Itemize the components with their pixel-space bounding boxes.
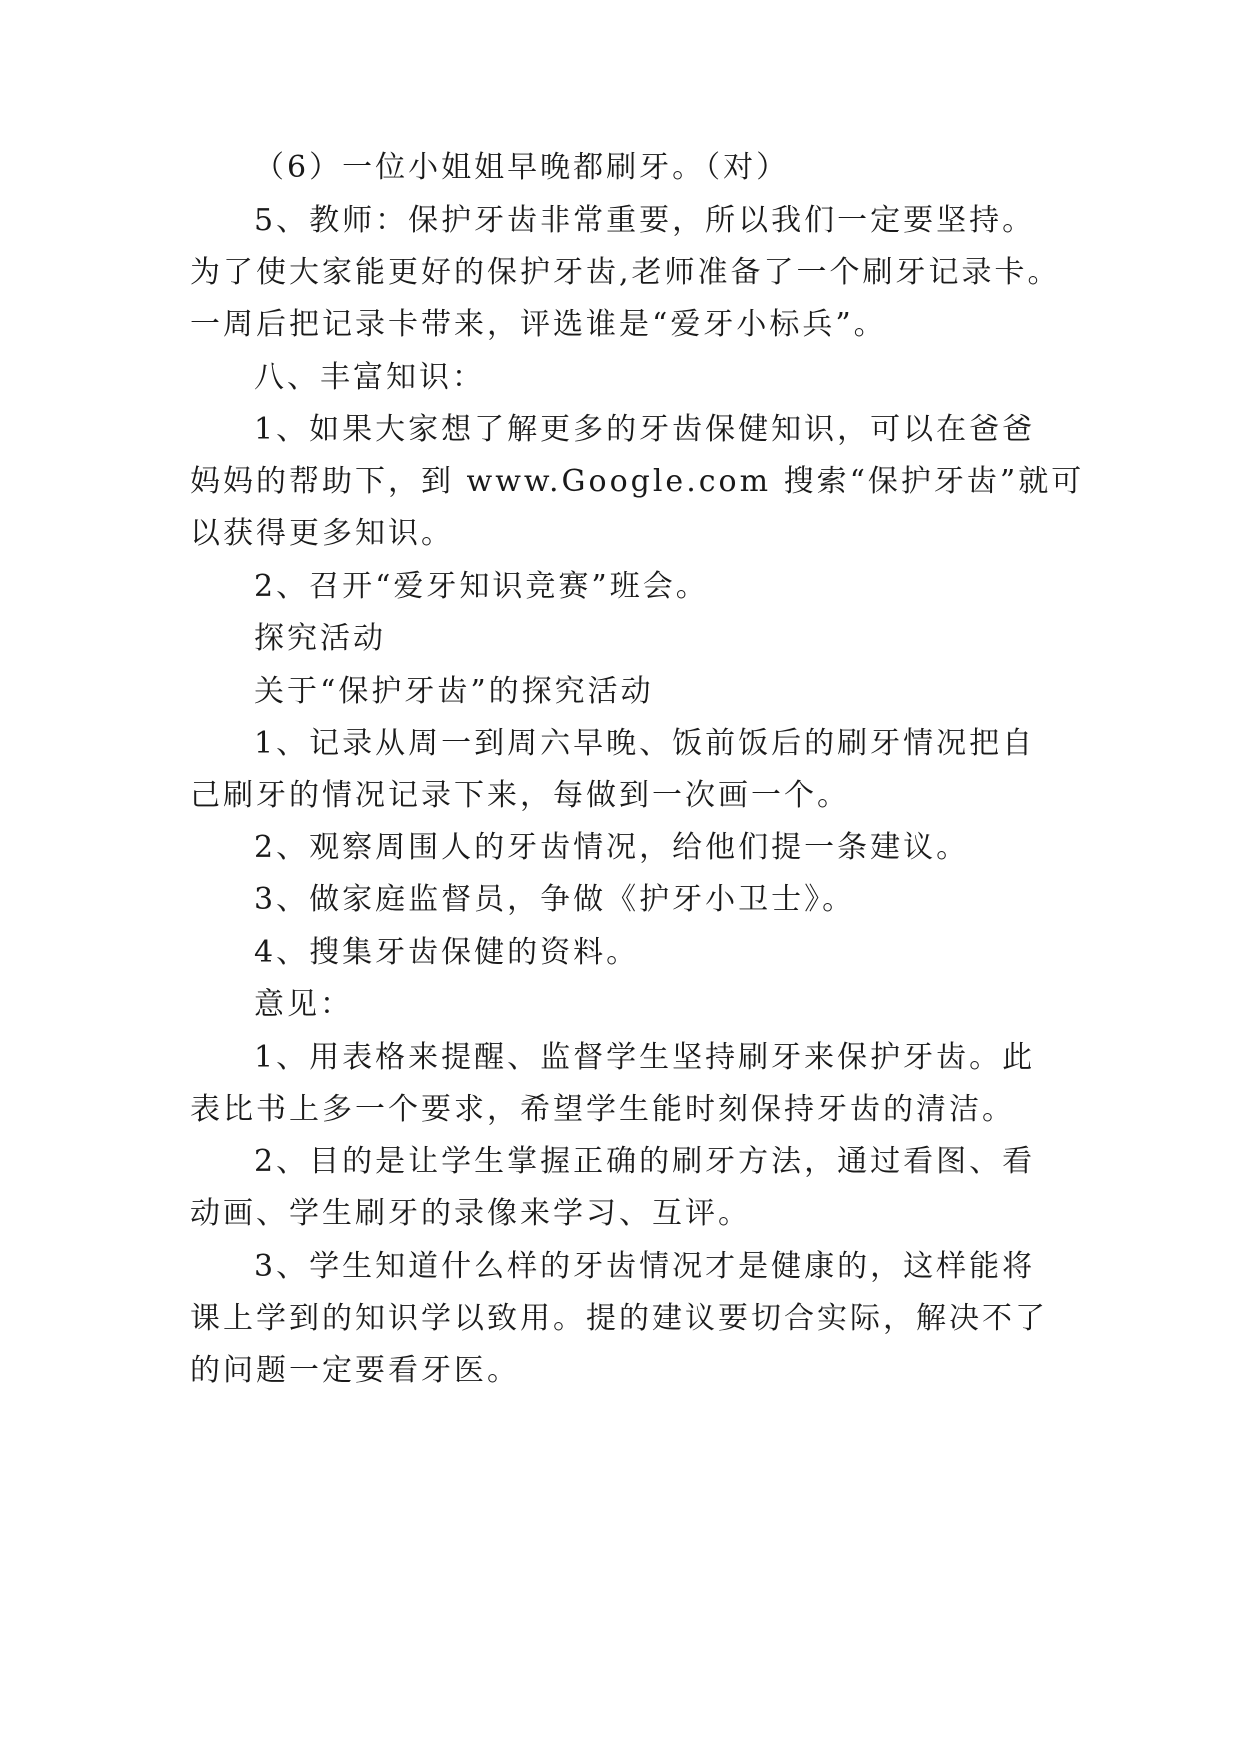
text-line: 为了使大家能更好的保护牙齿,老师准备了一个刷牙记录卡。 bbox=[190, 255, 1061, 290]
text-line: 表比书上多一个要求，希望学生能时刻保持牙齿的清洁。 bbox=[190, 1092, 1015, 1127]
text-line: 3、做家庭监督员，争做《护牙小卫士》。 bbox=[254, 882, 856, 917]
text-line: 2、观察周围人的牙齿情况，给他们提一条建议。 bbox=[254, 830, 970, 865]
section-heading: 意见： bbox=[254, 987, 353, 1022]
text-line: 课上学到的知识学以致用。提的建议要切合实际，解决不了 bbox=[190, 1301, 1048, 1336]
text-line: 4、搜集牙齿保健的资料。 bbox=[254, 935, 640, 970]
text-line: 3、学生知道什么样的牙齿情况才是健康的，这样能将 bbox=[254, 1249, 1036, 1284]
text-line: 关于“保护牙齿”的探究活动 bbox=[254, 674, 654, 709]
text-line: 5、教师：保护牙齿非常重要，所以我们一定要坚持。 bbox=[254, 203, 1036, 238]
text-line: 妈妈的帮助下，到 www.Google.com 搜索“保护牙齿”就可 bbox=[190, 464, 1085, 499]
section-heading: 八、丰富知识： bbox=[254, 360, 485, 395]
text-line: 2、目的是让学生掌握正确的刷牙方法，通过看图、看 bbox=[254, 1144, 1036, 1179]
text-line: 动画、学生刷牙的录像来学习、互评。 bbox=[190, 1196, 751, 1231]
text-line: 1、用表格来提醒、监督学生坚持刷牙来保护牙齿。此 bbox=[254, 1040, 1036, 1075]
text-line: 的问题一定要看牙医。 bbox=[190, 1353, 520, 1388]
text-line: 己刷牙的情况记录下来，每做到一次画一个。 bbox=[190, 778, 850, 813]
text-line: 以获得更多知识。 bbox=[190, 516, 454, 551]
text-line: 1、记录从周一到周六早晚、饭前饭后的刷牙情况把自 bbox=[254, 726, 1036, 761]
text-line: 一周后把记录卡带来，评选谁是“爱牙小标兵”。 bbox=[190, 307, 887, 342]
text-line: 2、召开“爱牙知识竞赛”班会。 bbox=[254, 569, 709, 604]
section-heading: 探究活动 bbox=[254, 621, 386, 656]
text-line: （6）一位小姐姐早晚都刷牙。（对） bbox=[254, 150, 790, 185]
text-line: 1、如果大家想了解更多的牙齿保健知识，可以在爸爸 bbox=[254, 412, 1036, 447]
